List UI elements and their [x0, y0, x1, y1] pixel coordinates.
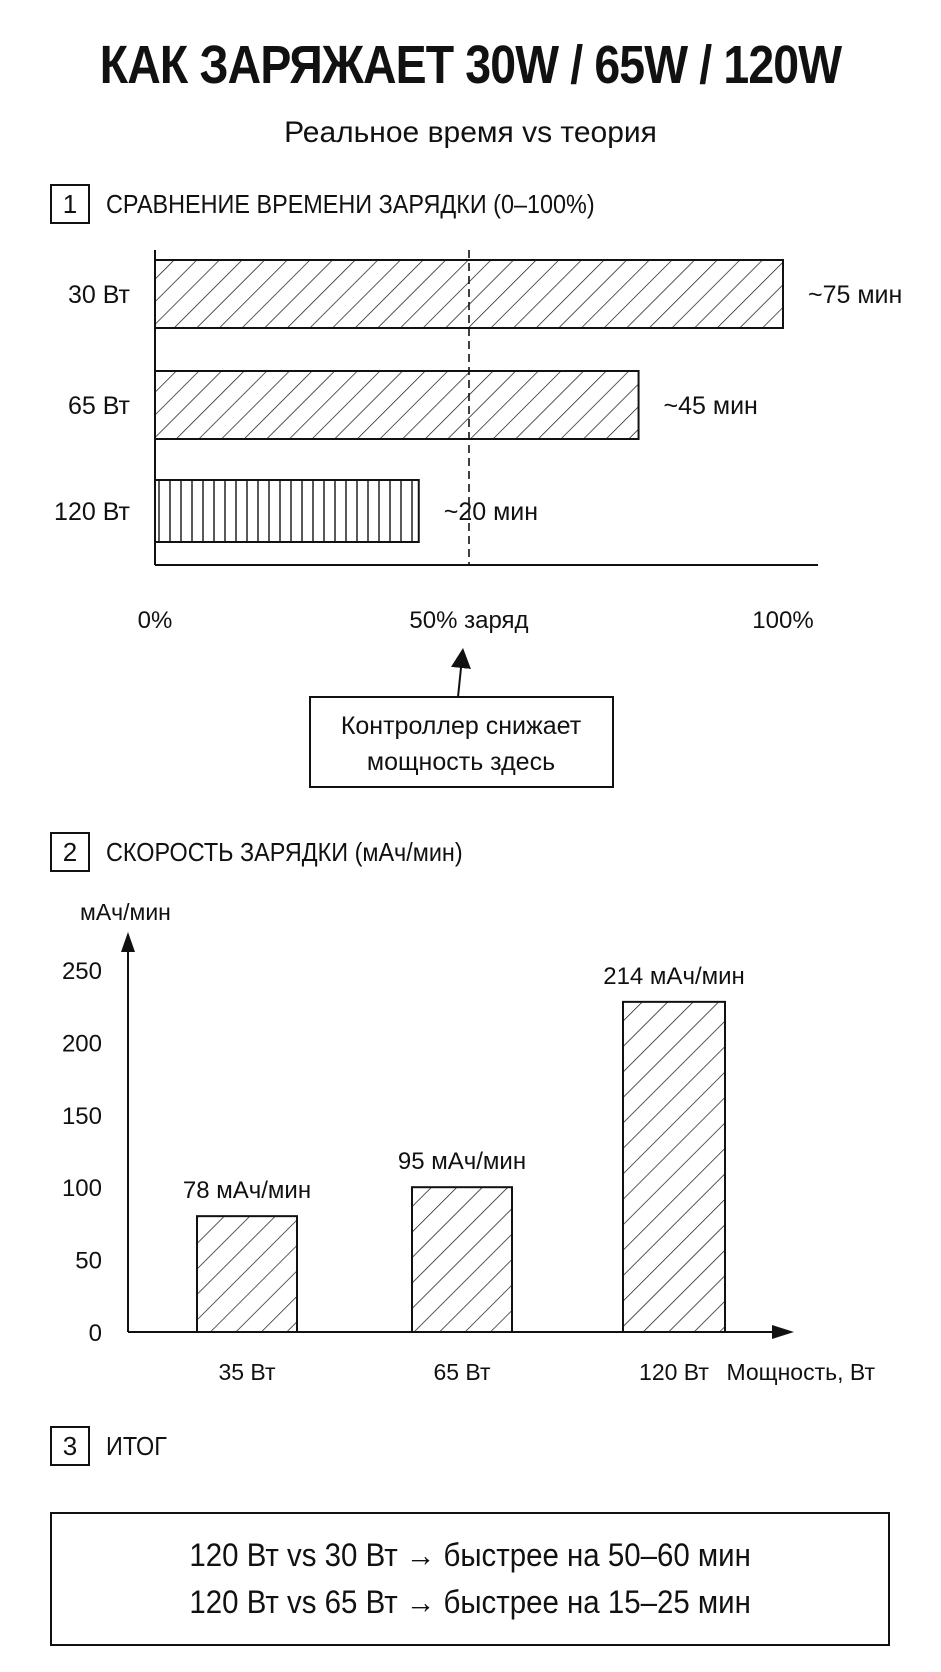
- section-2-header: [50, 830, 502, 874]
- chart2-x-axis-label: Мощность, Вт: [726, 1359, 875, 1385]
- chart2-value-label: 95 мАч/мин: [397, 1148, 527, 1176]
- chart2-y-tick-label: 50: [75, 1247, 102, 1275]
- chart2-category-label: 120 Вт: [639, 1359, 709, 1385]
- section-1-header: [50, 182, 649, 226]
- summary-line-1: 120 Вт vs 30 Вт → быстрее на 50–60 мин: [189, 1537, 751, 1573]
- section-1-title: СРАВНЕНИЕ ВРЕМЕНИ ЗАРЯДКИ (0–100%): [106, 188, 595, 219]
- section-3-title: ИТОГ: [106, 1430, 167, 1461]
- chart1-bar: [155, 480, 419, 542]
- chart2-category-label: 35 Вт: [218, 1359, 276, 1385]
- section-1-number: 1: [50, 184, 90, 224]
- page-subtitle: Реальное время vs теория: [284, 116, 657, 149]
- chart2-value-label: 214 мАч/мин: [603, 962, 745, 990]
- chart2-bar: [197, 1216, 297, 1332]
- chart1-x-tick-label: 0%: [137, 607, 173, 634]
- chart1-category-label: 65 Вт: [67, 392, 130, 420]
- chart1-value-label: ~75 мин: [808, 281, 903, 309]
- chart2-y-arrow: [121, 932, 135, 952]
- section-2-title: СКОРОСТЬ ЗАРЯДКИ (мАч/мин): [106, 836, 463, 867]
- chart2-x-arrow: [772, 1325, 794, 1339]
- chart2-y-tick-label: 0: [88, 1320, 102, 1347]
- chart1-labels: [54, 281, 902, 634]
- chart2-value-label: 78 мАч/мин: [182, 1177, 312, 1205]
- summary-line-2: 120 Вт vs 65 Вт → быстрее на 15–25 мин: [189, 1584, 751, 1620]
- chart1-value-label: ~45 мин: [663, 392, 758, 420]
- chart2-bar: [412, 1187, 512, 1332]
- chart1-value-label: ~20 мин: [443, 498, 539, 526]
- chart2-y-tick-label: 150: [61, 1102, 102, 1130]
- charging-time-chart: [0, 230, 941, 800]
- controller-annotation-line1: Контроллер снижает: [340, 712, 582, 740]
- section-3-header: [50, 1424, 174, 1468]
- charging-speed-chart: [0, 880, 941, 1400]
- page-title: КАК ЗАРЯЖАЕТ 30W / 65W / 120W: [99, 35, 842, 95]
- chart2-y-tick-label: 200: [61, 1030, 102, 1058]
- chart1-x-tick-label: 50% заряд: [409, 607, 529, 634]
- annotation-arrow: [458, 658, 462, 697]
- summary-box: [50, 1512, 890, 1646]
- controller-annotation-line2: мощность здесь: [366, 748, 556, 776]
- section-2-number: 2: [50, 832, 90, 872]
- chart1-x-tick-label: 100%: [752, 607, 814, 634]
- chart1-category-label: 30 Вт: [67, 281, 130, 309]
- chart2-bar: [623, 1002, 725, 1332]
- chart2-category-label: 65 Вт: [433, 1359, 491, 1385]
- section-3-number: 3: [50, 1426, 90, 1466]
- chart1-category-label: 120 Вт: [54, 498, 130, 526]
- chart2-y-tick-label: 100: [61, 1175, 102, 1203]
- chart1-bar: [155, 260, 783, 328]
- chart2-y-axis-label: мАч/мин: [80, 899, 171, 925]
- chart1-bar: [155, 371, 639, 439]
- chart2-y-tick-label: 250: [61, 958, 102, 985]
